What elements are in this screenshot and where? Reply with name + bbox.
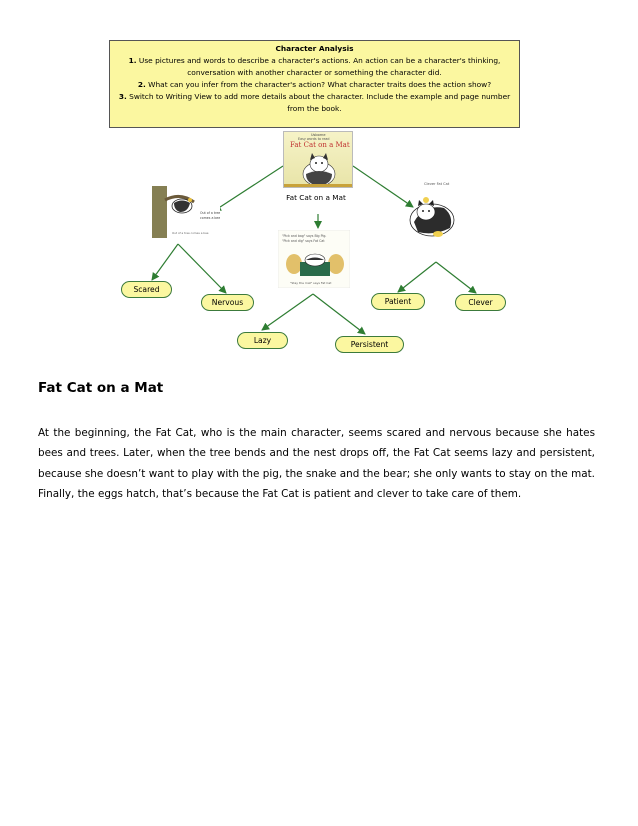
section-heading: Fat Cat on a Mat <box>38 380 164 396</box>
trait-clever: Clever <box>455 294 506 311</box>
line-to-scared <box>152 244 178 280</box>
center-label: Fat Cat on a Mat <box>286 193 346 202</box>
trait-nervous: Nervous <box>201 294 254 311</box>
picture-cat-on-mat-friends <box>278 230 350 288</box>
line-to-clever <box>436 262 476 293</box>
trait-scared: Scared <box>121 281 172 298</box>
trait-patient: Patient <box>371 293 425 310</box>
trait-persistent: Persistent <box>335 336 404 353</box>
trait-lazy: Lazy <box>237 332 288 349</box>
line-to-nervous <box>178 244 226 293</box>
line-to-persistent <box>313 294 365 334</box>
svg-text:"Stay the mat" says Fat Cat: "Stay the mat" says Fat Cat <box>290 281 332 285</box>
book-cover-image: Usborne Easy words to read Fat Cat on a Mat <box>283 131 353 188</box>
svg-text:comes a bee: comes a bee <box>200 216 220 220</box>
instruction-3: 3. Switch to Writing View to add more details about the character. Include the example and page number from the book. <box>118 92 511 113</box>
svg-text:Out of a tree: Out of a tree <box>200 211 220 215</box>
line-to-left-picture <box>214 166 283 211</box>
picture-cat-in-tree <box>150 186 220 238</box>
line-to-lazy <box>262 294 313 330</box>
picture-clever-cat: Clever Fat Cat <box>404 182 458 244</box>
analysis-paragraph: At the beginning, the Fat Cat, who is the main character, seems scared and nervous because she hates bees and trees. Later, when the tree bends and the nest drops off, the Fat Cat seems lazy and persistent, because she doesn’t want to play with the pig, the snake and the bear; she only wants to stay on the mat. Finally, the eggs hatch, that’s because the Fat Cat is patient and clever to take care of them. <box>38 427 595 500</box>
instructions-box <box>109 40 520 128</box>
svg-text:"Pick and bag" says Big Pig.: "Pick and bag" says Big Pig. <box>282 234 327 238</box>
svg-text:"Pick and dig" says Fat Cat: "Pick and dig" says Fat Cat <box>282 239 325 243</box>
instruction-2: 2. What can you infer from the character's action? What character traits does the action show? <box>137 80 492 89</box>
instructions-title: Character Analysis <box>275 44 354 53</box>
instruction-1: 1. Use pictures and words to describe a character's actions. An action can be a character's thinking, conversation with another character or something the character did. <box>128 56 501 77</box>
line-to-patient <box>398 262 436 292</box>
svg-text:Out of a tree comes a bee: Out of a tree comes a bee <box>172 231 209 235</box>
